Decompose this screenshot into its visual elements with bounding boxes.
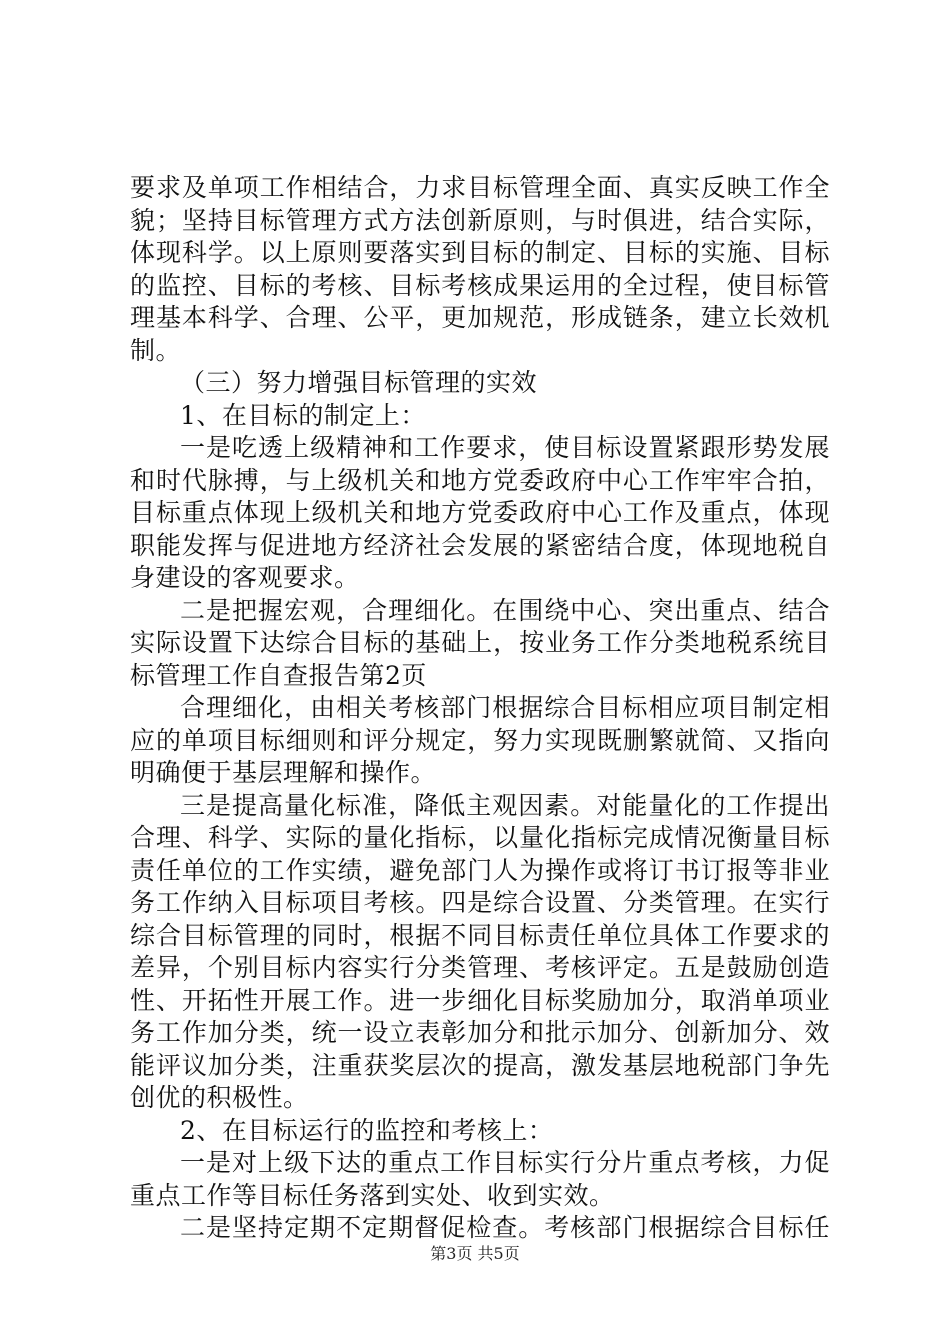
text-line: 目标重点体现上级机关和地方党委政府中心工作及重点，体现 [130,498,830,527]
subsection-heading: 1、在目标的制定上： [180,400,426,430]
text-line: 明确便于基层理解和操作。 [130,758,437,787]
text-line: 合理细化，由相关考核部门根据综合目标相应项目制定相 [180,693,830,722]
subsection-heading: 2、在目标运行的监控和考核上： [180,1115,554,1145]
text-line: 责任单位的工作实绩，避免部门人为操作或将订书订报等非业 [130,855,830,885]
text-line: 二是把握宏观，合理细化。在围绕中心、突出重点、结合 [180,595,830,625]
text-line: 重点工作等目标任务落到实处、收到实效。 [130,1180,615,1210]
text-line: 要求及单项工作相结合，力求目标管理全面、真实反映工作全 [130,173,830,202]
text-line: 差异，个别目标内容实行分类管理、考核评定。五是鼓励创造 [130,953,830,982]
page-number: 第3页 共5页 [430,1244,520,1263]
text-line: 职能发挥与促进地方经济社会发展的紧密结合度，体现地税自 [130,530,830,560]
text-line: 和时代脉搏，与上级机关和地方党委政府中心工作牢牢合拍， [130,465,830,495]
section-heading: （三）努力增强目标管理的实效 [180,368,538,397]
text-line: 身建设的客观要求。 [130,563,360,592]
text-line: 标管理工作自查报告第2页 [130,660,427,690]
page-footer [0,1244,950,1264]
text-line: 二是坚持定期不定期督促检查。考核部门根据综合目标任 [180,1213,830,1242]
text-line: 制。 [130,335,182,365]
text-line: 体现科学。以上原则要落实到目标的制定、目标的实施、目标 [130,238,830,267]
text-line: 一是吃透上级精神和工作要求，使目标设置紧跟形势发展 [180,433,830,462]
text-line: 三是提高量化标准，降低主观因素。对能量化的工作提出 [180,790,830,820]
text-line: 一是对上级下达的重点工作目标实行分片重点考核，力促 [180,1148,830,1177]
text-line: 的监控、目标的考核、目标考核成果运用的全过程，使目标管 [130,270,830,300]
text-line: 貌；坚持目标管理方式方法创新原则，与时俱进，结合实际， [130,205,830,235]
text-line: 实际设置下达综合目标的基础上，按业务工作分类地税系统目 [130,628,830,657]
text-line: 能评议加分类，注重获奖层次的提高，激发基层地税部门争先 [130,1050,830,1080]
text-line: 创优的积极性。 [130,1083,309,1112]
text-line: 合理、科学、实际的量化指标，以量化指标完成情况衡量目标 [130,823,830,852]
text-line: 务工作加分类，统一设立表彰加分和批示加分、创新加分、效 [130,1018,830,1047]
text-line: 务工作纳入目标项目考核。四是综合设置、分类管理。在实行 [130,888,830,917]
text-line: 应的单项目标细则和评分规定，努力实现既删繁就简、又指向 [130,725,830,755]
text-line: 性、开拓性开展工作。进一步细化目标奖励加分，取消单项业 [130,985,830,1015]
document-body [130,172,830,1245]
text-line: 理基本科学、合理、公平，更加规范，形成链条，建立长效机 [130,303,830,332]
text-line: 综合目标管理的同时，根据不同目标责任单位具体工作要求的 [130,920,830,950]
